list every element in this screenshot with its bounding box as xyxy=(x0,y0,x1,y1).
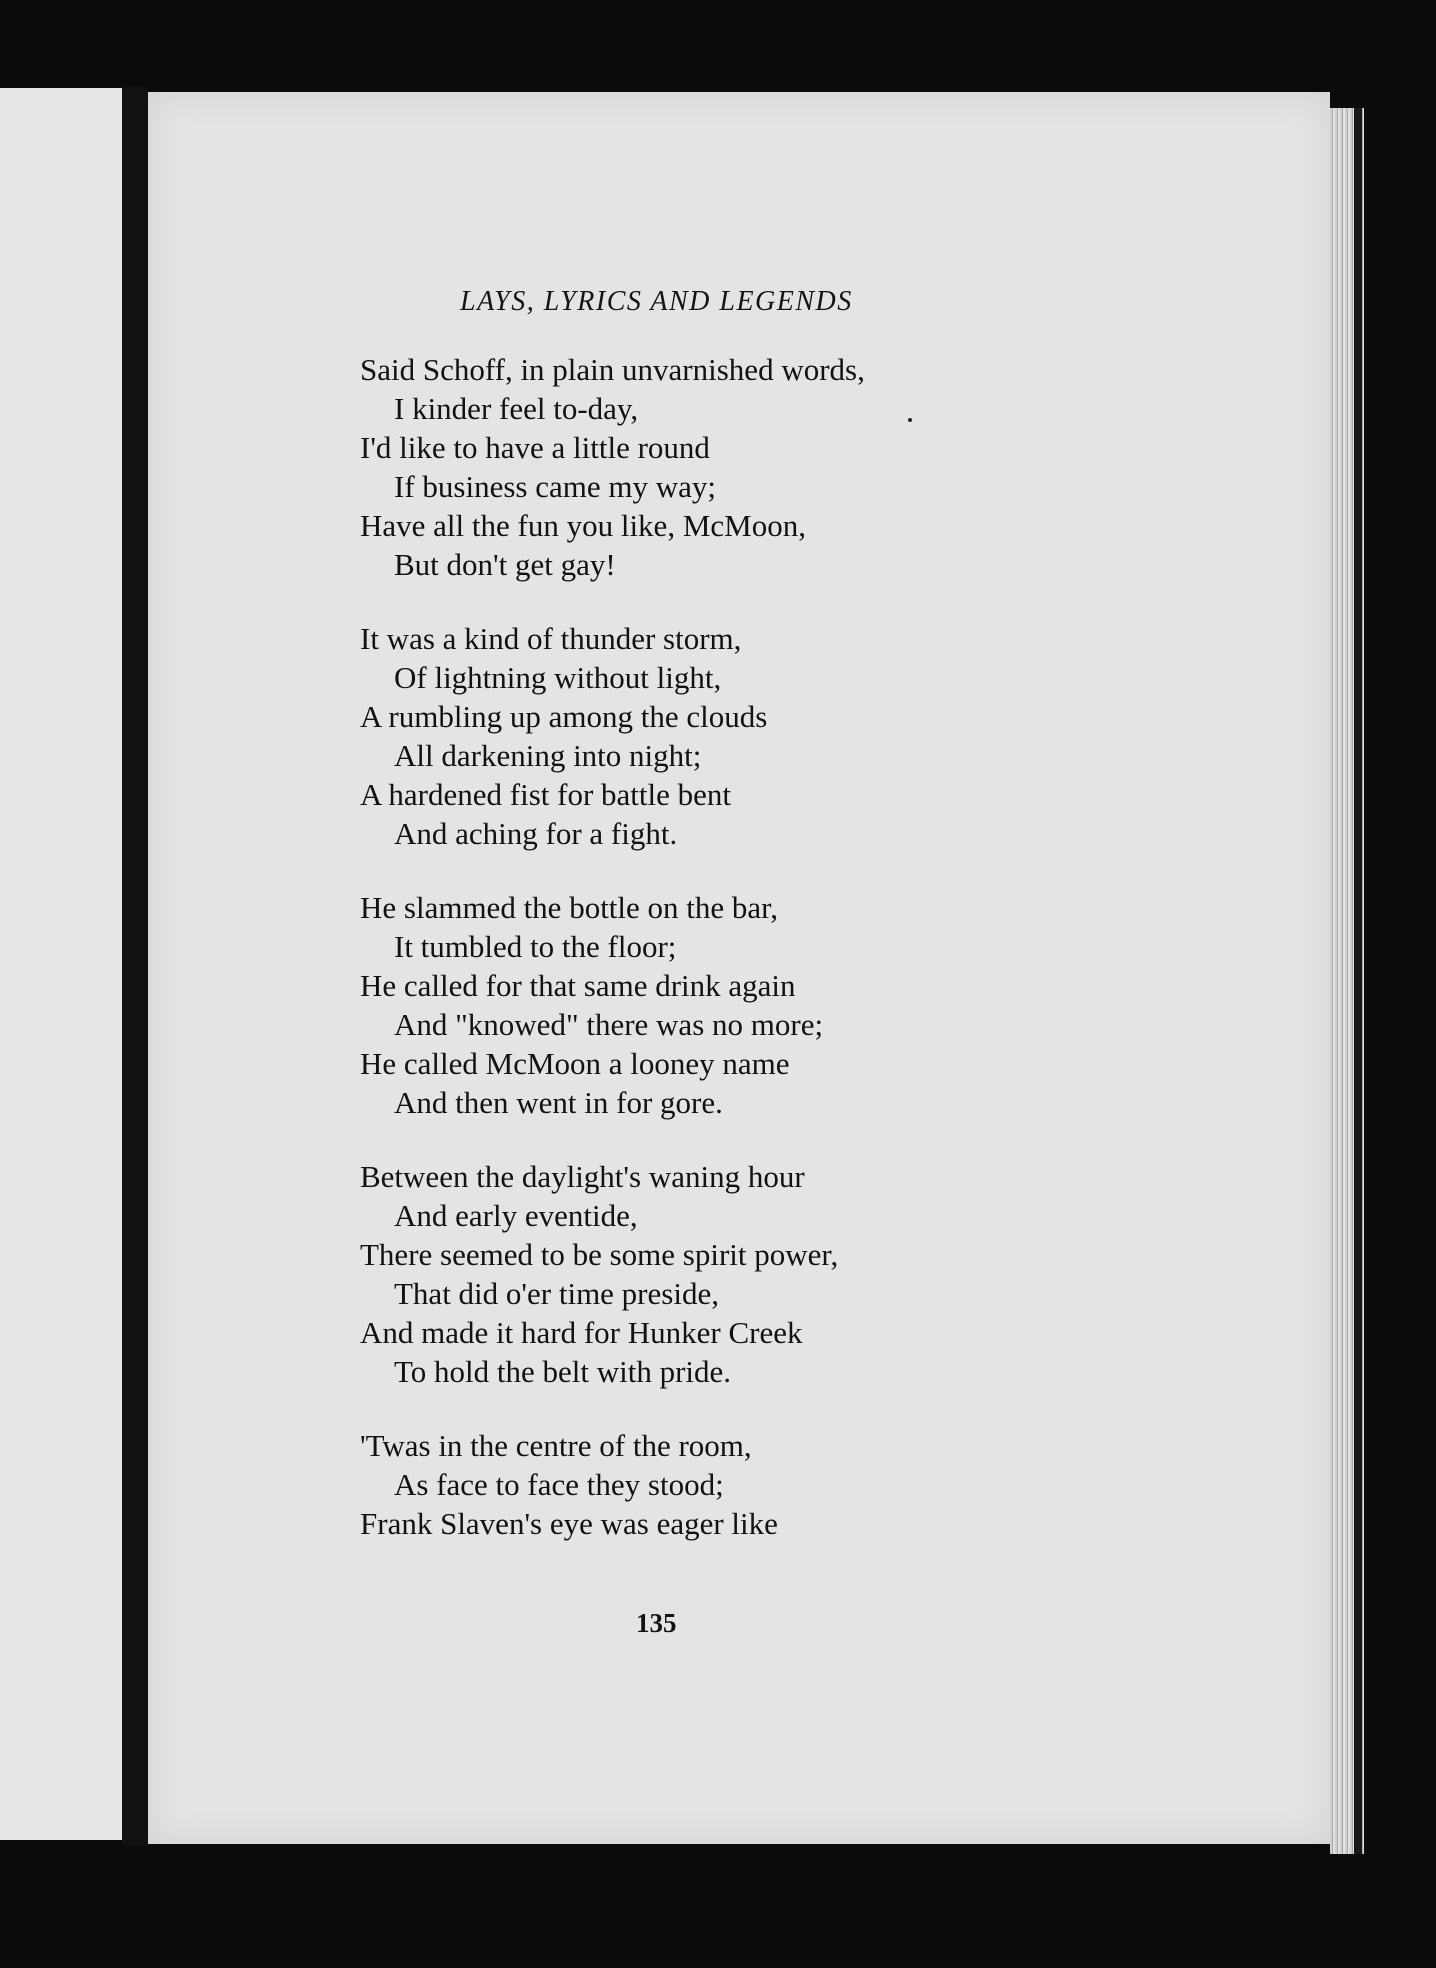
ink-speck xyxy=(908,418,912,422)
poem-line: He slammed the bottle on the bar, xyxy=(360,890,779,925)
stanza xyxy=(360,1157,1060,1391)
stanza xyxy=(360,350,1060,584)
facing-page-edge xyxy=(0,88,122,1840)
poem-line: To hold the belt with pride. xyxy=(394,1354,732,1389)
poem-line: It tumbled to the floor; xyxy=(394,929,677,964)
poem-line: And made it hard for Hunker Creek xyxy=(360,1315,803,1350)
stanza xyxy=(360,1426,1060,1543)
poem-line: As face to face they stood; xyxy=(394,1467,724,1502)
poem-line: I kinder feel to-day, xyxy=(394,391,639,426)
book-spine-gutter xyxy=(122,86,148,1846)
poem-line: Said Schoff, in plain unvarnished words, xyxy=(360,352,865,387)
poem-line: And aching for a fight. xyxy=(394,816,678,851)
poem-line: 'Twas in the centre of the room, xyxy=(360,1428,752,1463)
poem-line: If business came my way; xyxy=(394,469,716,504)
poem-line: There seemed to be some spirit power, xyxy=(360,1237,839,1272)
page-number: 135 xyxy=(636,1608,677,1638)
poem-line: Have all the fun you like, McMoon, xyxy=(360,508,806,543)
poem-line: And "knowed" there was no more; xyxy=(394,1007,824,1042)
page-fore-edge-shadow xyxy=(1354,108,1362,1854)
poem-line: All darkening into night; xyxy=(394,738,702,773)
poem-line: Between the daylight's waning hour xyxy=(360,1159,805,1194)
poem-line: He called for that same drink again xyxy=(360,968,796,1003)
poem-line: But don't get gay! xyxy=(394,547,616,582)
poem-line: A rumbling up among the clouds xyxy=(360,699,768,734)
poem-line: Frank Slaven's eye was eager like xyxy=(360,1506,778,1541)
running-header: LAYS, LYRICS AND LEGENDS xyxy=(460,286,853,317)
poem-line: And then went in for gore. xyxy=(394,1085,723,1120)
poem-line: That did o'er time preside, xyxy=(394,1276,719,1311)
poem-line: It was a kind of thunder storm, xyxy=(360,621,742,656)
poem-line: Of lightning without light, xyxy=(394,660,722,695)
poem-body xyxy=(360,350,1060,1578)
poem-line: I'd like to have a little round xyxy=(360,430,710,465)
poem-line: A hardened fist for battle bent xyxy=(360,777,732,812)
stanza xyxy=(360,619,1060,853)
poem-line: And early eventide, xyxy=(394,1198,638,1233)
stanza xyxy=(360,888,1060,1122)
poem-line: He called McMoon a looney name xyxy=(360,1046,790,1081)
